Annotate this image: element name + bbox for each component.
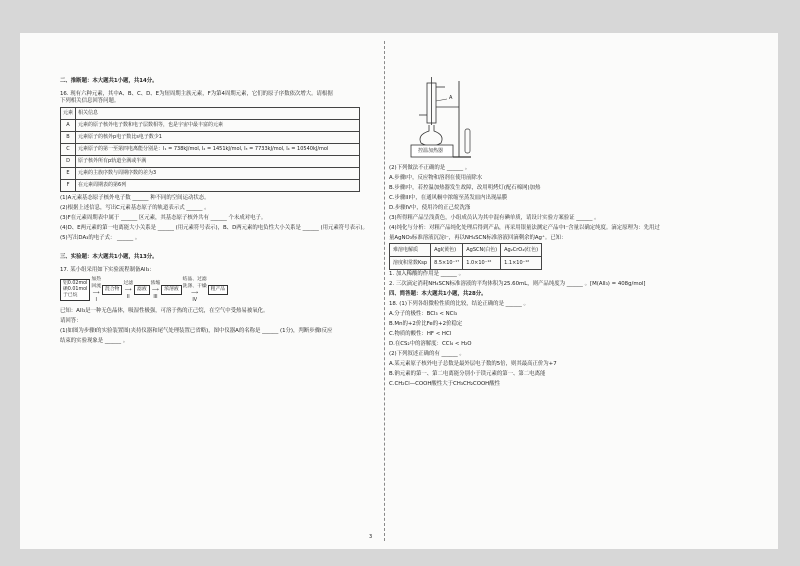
q17-part4-line1: (4)纯化与分析：对粗产品纯化处理后得到产品，再采用银量法测定产品中I⁻含量以确定纯度。滴定原理为：先用过: [389, 225, 660, 231]
flow-step-label: 回流: [91, 284, 102, 289]
q17-part3: (3)所得粗产品呈浅黄色，小组成员认为其中混有碘单质，请设计实验方案验证 ______ 。: [389, 215, 600, 221]
flow-step-1: [91, 276, 101, 304]
table-header-cell: 元素: [61, 108, 76, 120]
table-header-cell: Ag₂CrO₄(红色): [501, 244, 542, 257]
table-header-row: [61, 108, 360, 120]
arrow-right-icon: ⟶: [92, 291, 100, 296]
q16-part2: (2)根据上述信息，写出C元素基态原子的轨道表示式 ______ 。: [60, 205, 210, 211]
table-cell: 原子核外所有p轨道全满或半满: [76, 156, 360, 168]
section-3-title: 三、实验题：本大题共1小题，共13分。: [60, 254, 158, 260]
flow-box-concentrate: 浓溶液: [161, 285, 181, 295]
q17-part4-sub2: 2. 三次滴定消耗NH₄SCN标准溶液的平均体积为25.60mL，则产品纯度为 ______ 。[M(AlI₃) = 408g/mol]: [389, 281, 646, 287]
arrow-right-icon: ⟶: [191, 291, 199, 296]
flow-box-filtrate: 滤液: [134, 285, 150, 295]
table-row: [61, 168, 360, 180]
table-cell: C: [61, 144, 76, 156]
page-number: 3: [369, 534, 373, 540]
process-flowchart: [60, 276, 382, 304]
table-row: [61, 120, 360, 132]
table-header-row: [390, 244, 542, 257]
q17-option-c: C.步骤III中，在通风橱中浓缩至蒸发皿内出现晶膜: [389, 195, 508, 201]
apparatus-label-heater: 控温加热器: [418, 148, 444, 154]
q16-intro-line2: 下列相关信息回答问题。: [60, 98, 120, 104]
q17-part4-sub1: 1. 加入稀酸的作用是 ______ 。: [389, 271, 464, 277]
table-cell: A: [61, 120, 76, 132]
arrow-right-icon: ⟶: [124, 287, 132, 293]
section-4-title: 四、简答题：本大题共1小题，共28分。: [389, 291, 487, 297]
flow-step-label: 结晶、过滤: [182, 277, 207, 282]
table-cell: 1.0×10⁻¹²: [463, 257, 501, 270]
flow-box-crude-product: 粗产品: [208, 285, 228, 295]
flow-step-label: 洗涤、干燥: [182, 284, 207, 289]
q17-note: 已知：AlI₃是一种无色晶体，吸湿性极强，可溶于热的正己烷，在空气中受热易被氧化。: [60, 308, 269, 314]
table-cell: E: [61, 168, 76, 180]
q17-part4-line2: 量AgNO₃标准溶液沉淀I⁻，再以NH₄SCN标准溶液回滴剩余的Ag⁺。已知：: [389, 235, 567, 241]
q18-option-a: A.分子的极性：BCl₃ < NCl₃: [389, 311, 458, 317]
table-cell: 元素的原子核外电子数和电子层数相等，也是宇宙中最丰富的元素: [76, 120, 360, 132]
q16-part5: (5)写出DA₃的电子式： ______ 。: [60, 235, 141, 241]
table-cell: 在元素周期表的第6列: [76, 180, 360, 192]
q17-part1-line2: 结束的实验现象是 ______ 。: [60, 338, 129, 344]
q18-part2-option-a: A.某元素原子核外电子总数是最外层电子数的5倍，则其最高正价为+7: [389, 361, 557, 367]
q17-option-b: B.步骤I中，若控温加热器发生故障，改用明烤灯(配石棉网)加热: [389, 185, 541, 191]
q18-part1: 18. (1)下列各组微粒性质的比较，结论正确的是 ______ 。: [389, 301, 529, 307]
q18-part2: (2)下列叙述正确的有 ______ 。: [389, 351, 465, 357]
table-row: [61, 180, 360, 192]
flow-box-mixture: 混合物: [102, 285, 122, 295]
ksp-table: [389, 243, 542, 270]
table-header-cell: AgSCN(白色): [463, 244, 501, 257]
table-row: [390, 257, 542, 270]
column-divider: [384, 41, 385, 541]
flow-step-number: I: [95, 298, 97, 303]
flow-step-number: III: [153, 294, 158, 300]
table-row: [61, 132, 360, 144]
q18-part2-option-b: B.钠元素的第一、第二电离能分别小于镁元素的第一、第二电离能: [389, 371, 546, 377]
table-row: [61, 156, 360, 168]
flow-step-label: 加热: [91, 277, 102, 282]
q18-option-c: C.物质的酸性：HF < HCl: [389, 331, 452, 337]
section-2-title: 二、推断题：本大题共1小题，共14分。: [60, 78, 158, 84]
table-cell: 元素原子的核外p电子数比s电子数少1: [76, 132, 360, 144]
table-cell: B: [61, 132, 76, 144]
flow-start-line: 碘0.01mol: [63, 287, 88, 292]
table-header-cell: 相关信息: [76, 108, 360, 120]
flow-step-4: [183, 276, 207, 304]
q17-option-a: A.步骤I中，反应物和溶剂在使用前除水: [389, 175, 483, 181]
q16-intro-line1: 16. 现有六种元素，其中A、B、C、D、E为短周期主族元素，F为第4周期元素，它们的原子序数依次增大。请根据: [60, 91, 333, 97]
flow-start-box: [60, 279, 90, 301]
element-info-table: [60, 107, 360, 192]
flow-start-line: 铝0.02mol: [63, 281, 88, 286]
right-column: [389, 77, 719, 388]
flow-step-2: [123, 280, 133, 301]
q16-part4: (4)D、E两元素的第一电离能大小关系是 ______ (用元素符号表示)，B、D两元素的电负性大小关系是 ______ (用元素符号表示)。: [60, 225, 368, 231]
q18-option-d: D.在CS₂中的溶解度：CCl₄ < H₂O: [389, 341, 472, 347]
apparatus-drawing: [389, 77, 539, 159]
table-cell: F: [61, 180, 76, 192]
table-cell: 元素的主族序数与周期序数的差为3: [76, 168, 360, 180]
table-header-cell: AgI(黄色): [431, 244, 463, 257]
table-cell: 元素原子的第一至第四电离能分别是：I₁ = 738kJ/mol, I₂ = 1451kJ/mol, I₃ = 7733kJ/mol, I₄ = 10540kJ/mol: [76, 144, 360, 156]
flow-step-label: 过滤: [123, 280, 134, 286]
q16-part1: (1)A元素基态原子核外电子数 ______ 种不同的空间运动状态。: [60, 195, 210, 201]
table-cell: 1.1×10⁻¹²: [501, 257, 542, 270]
table-row: [61, 144, 360, 156]
q17-part1-line1: (1)如图为步骤I的实验装置图(夹持仪器和尾气处理装置已省略)，图中仪器A的名称是 ______ (1分)，判断步骤I反应: [60, 328, 333, 334]
q17-part2: (2)下列做法不正确的是 ______ 。: [389, 165, 471, 171]
left-column: [60, 78, 382, 345]
q17-ask: 请回答：: [60, 318, 82, 324]
exam-page: [20, 33, 778, 549]
flow-step-number: II: [126, 294, 130, 300]
q16-part3: (3)F在元素周期表中属于 ______ 区元素，其基态原子核外共有 ______ 个未成对电子。: [60, 215, 267, 221]
q17-intro: 17. 某小组采用如下实验流程制备AlI₃：: [60, 267, 155, 273]
apparatus-label-a: A: [449, 95, 453, 101]
apparatus-diagram: [389, 77, 539, 159]
flow-step-number: IV: [192, 298, 198, 303]
q18-part2-option-c: C.CH₂Cl—COOH酸性大于CH₃CH₂COOH酸性: [389, 381, 501, 387]
table-cell: 8.5×10⁻¹⁷: [431, 257, 463, 270]
flow-step-3: [151, 280, 161, 301]
table-header-cell: 难溶电解质: [390, 244, 431, 257]
flow-step-label: 浓缩: [150, 280, 161, 286]
flow-start-line: 于已烷: [63, 293, 78, 298]
q18-option-b: B.Mn的+2价比Fe的+2价稳定: [389, 321, 463, 327]
arrow-right-icon: ⟶: [152, 287, 159, 293]
q17-option-d: D.步骤IV中，使用冷的正己烷洗涤: [389, 205, 471, 211]
table-cell: D: [61, 156, 76, 168]
table-cell: 溶度积常数Ksp: [390, 257, 431, 270]
